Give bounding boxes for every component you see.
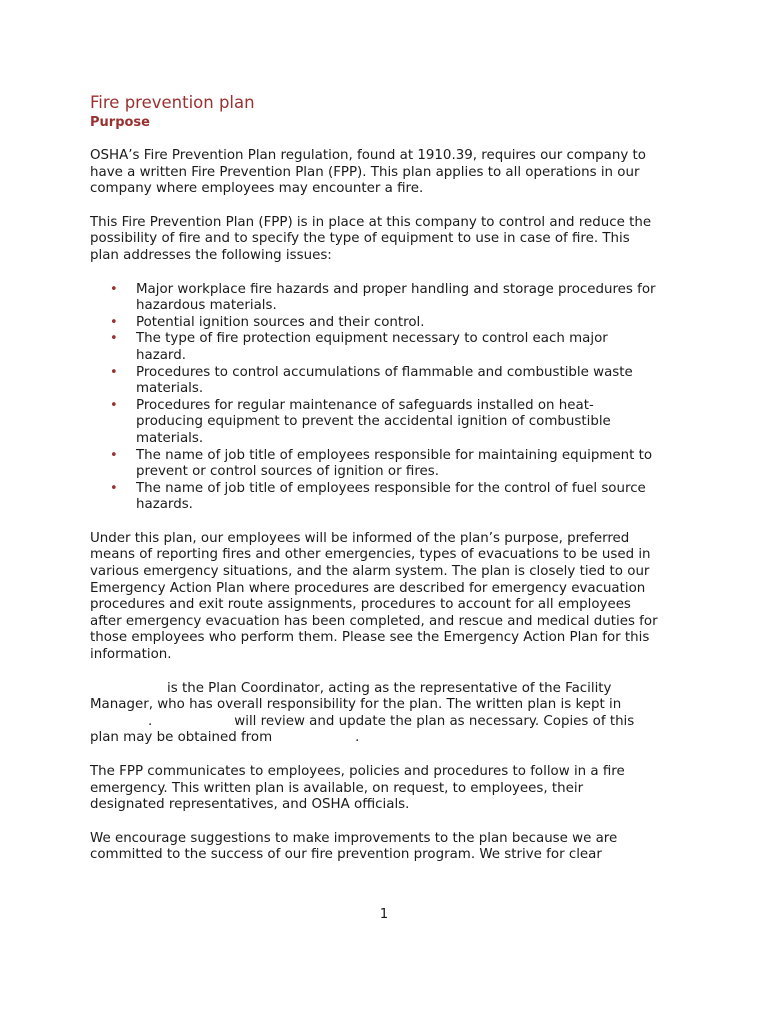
paragraph-communication: The FPP communicates to employees, policies and procedures to follow in a fire emergency. This written plan is available, on request, to employees, their designated representatives, and OSHA officials. — [90, 764, 625, 813]
coordinator-line-4-text: plan may be obtained from — [90, 730, 273, 746]
document-title: Fire prevention plan — [90, 93, 255, 112]
list-item — [90, 315, 690, 332]
list-item — [90, 331, 690, 364]
paragraph-plan-details: Under this plan, our employees will be informed of the plan’s purpose, preferred means of reporting fires and other emergencies, types of evacuations to be used in various emergency situations, and the alarm system. The plan is closely tied to our Emergency Action Plan where procedures are described for emergency evacuation procedures and exit route assignments, procedures to account for all employees after emergency evacuation has been completed, and rescue and medical duties for those employees who perform them. Please see the Emergency Action Plan for this information. — [90, 530, 658, 663]
list-item — [90, 365, 690, 398]
section-heading-purpose: Purpose — [90, 115, 150, 130]
list-item — [90, 282, 690, 315]
list-item — [90, 398, 690, 448]
coordinator-line-2: Manager, who has overall responsibility for the plan. The written plan is kept in — [90, 697, 622, 713]
bullet-icon: • — [110, 281, 118, 297]
bullet-icon: • — [110, 480, 118, 496]
list-item-text: Procedures to control accumulations of flammable and combustible waste materials. — [136, 364, 633, 397]
list-item-text: The name of job title of employees responsible for the control of fuel source hazards. — [136, 480, 646, 513]
document-body — [90, 93, 690, 864]
list-item-text: The type of fire protection equipment necessary to control each major hazard. — [136, 331, 608, 363]
coordinator-line-3-text: will review and update the plan as necessary. Copies of this — [234, 713, 635, 729]
bullet-icon: • — [110, 314, 118, 330]
coordinator-line-3-period: . — [148, 713, 153, 729]
bullet-icon: • — [110, 331, 118, 347]
bullet-icon: • — [110, 397, 118, 413]
coordinator-line-4 — [90, 730, 690, 747]
coordinator-line-3 — [90, 714, 690, 731]
page-number: 1 — [379, 907, 389, 922]
coordinator-line-1 — [90, 681, 690, 698]
coordinator-line-1-text: is the Plan Coordinator, acting as the representative of the Facility — [167, 680, 612, 696]
paragraph-osha-regulation: OSHA’s Fire Prevention Plan regulation, found at 1910.39, requires our company to have a written Fire Prevention Plan (FPP). This plan applies to all operations in our company where employees may encounter a fire. — [90, 148, 646, 197]
list-item-text: The name of job title of employees responsible for maintaining equipment to prevent or control sources of ignition or fires. — [136, 447, 653, 480]
list-item-text: Procedures for regular maintenance of safeguards installed on heat- producing equipment to prevent the accidental ignition of combustible materials. — [136, 397, 611, 446]
paragraph-fpp-overview: This Fire Prevention Plan (FPP) is in place at this company to control and reduce the possibility of fire and to specify the type of equipment to use in case of fire. This plan addresses the following issues: — [90, 214, 652, 263]
coordinator-line-4-period: . — [355, 730, 360, 746]
list-item — [90, 448, 690, 481]
issues-list — [90, 282, 690, 514]
paragraph-suggestions: We encourage suggestions to make improvements to the plan because we are committed to the success of our fire prevention program. We strive for clear — [90, 830, 618, 863]
list-item — [90, 481, 690, 514]
list-item-text: Potential ignition sources and their control. — [136, 314, 425, 330]
paragraph-plan-coordinator — [90, 681, 690, 747]
bullet-icon: • — [110, 364, 118, 380]
bullet-icon: • — [110, 447, 118, 463]
list-item-text: Major workplace fire hazards and proper handling and storage procedures for hazardous materials. — [136, 281, 656, 314]
